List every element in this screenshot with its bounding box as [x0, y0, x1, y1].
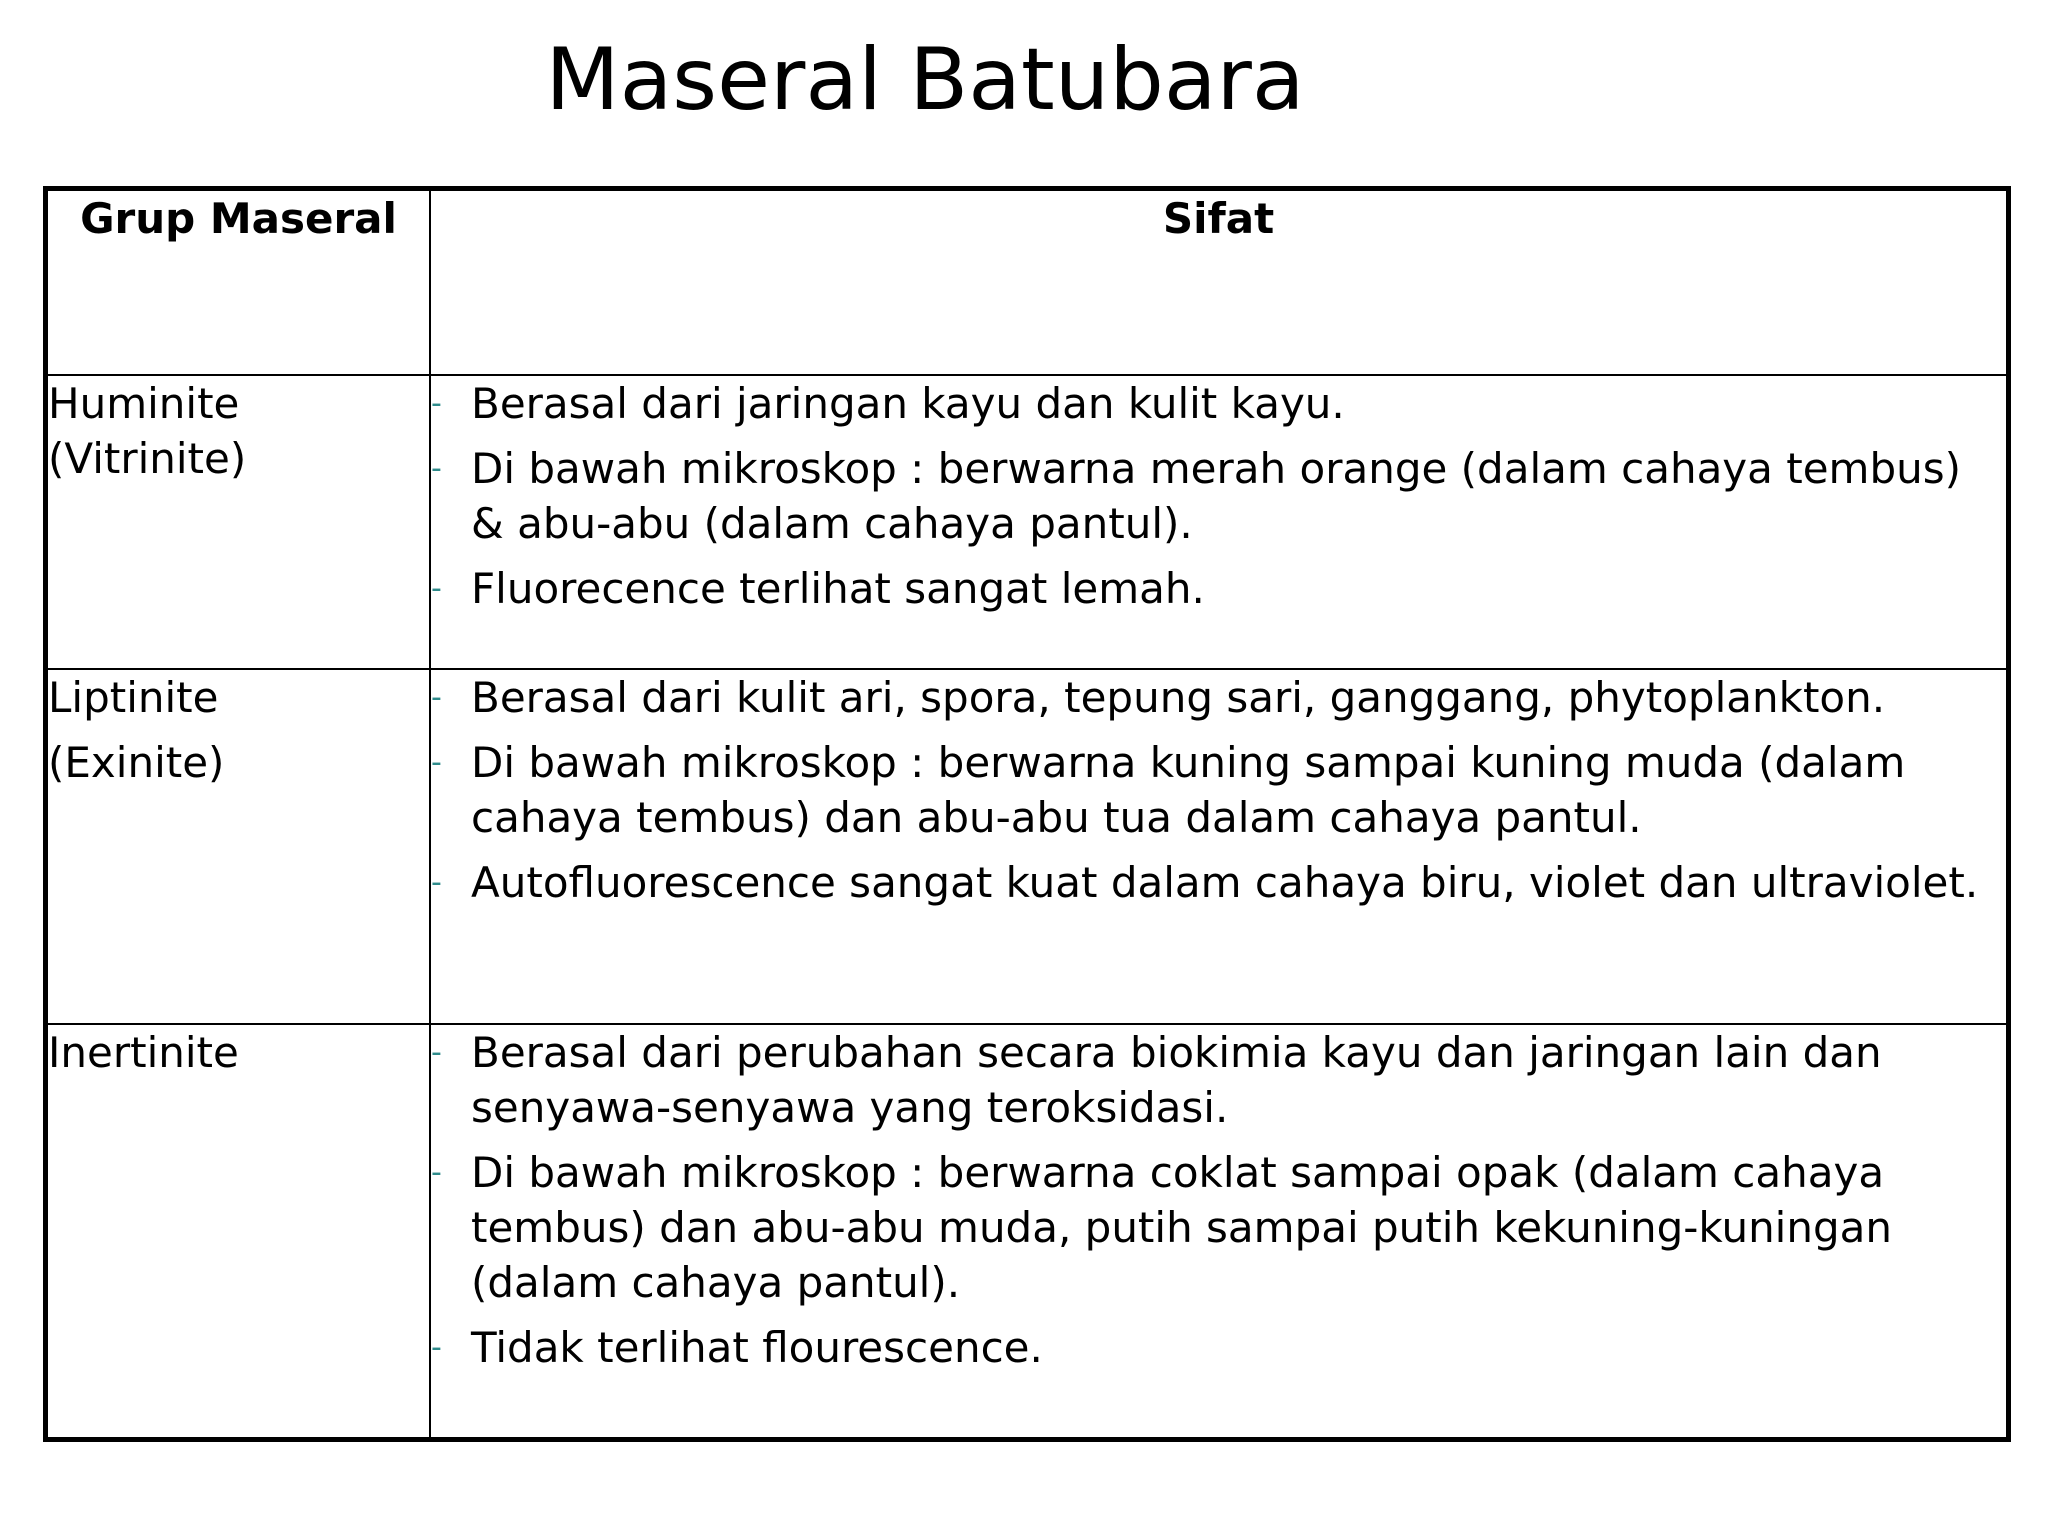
sifat-text: Di bawah mikroskop : berwarna kuning sampai kuning muda (dalam cahaya tembus) dan abu-abu tua dalam cahaya pantul.: [471, 738, 1906, 842]
page-title: Maseral Batubara: [545, 30, 1305, 130]
dash-bullet-icon: -: [431, 745, 442, 780]
sifat-text: Tidak terlihat flourescence.: [471, 1323, 1043, 1372]
table-row-inertinite: [48, 1024, 2006, 1437]
sifat-item: [431, 1145, 2006, 1310]
sifat-cell: [430, 1024, 2006, 1437]
maseral-table: [48, 191, 2006, 1437]
table-row-huminite: [48, 375, 2006, 669]
sifat-list: [431, 670, 2006, 910]
sifat-item: [431, 735, 2006, 845]
sifat-item: [431, 376, 2006, 431]
group-name: Liptinite: [48, 673, 219, 722]
sifat-text: Berasal dari kulit ari, spora, tepung sari, ganggang, phytoplankton.: [471, 673, 1886, 722]
sifat-text: Di bawah mikroskop : berwarna merah orange (dalam cahaya tembus) & abu-abu (dalam cahaya pantul).: [471, 444, 1962, 548]
dash-bullet-icon: -: [431, 865, 442, 900]
sifat-text: Berasal dari perubahan secara biokimia kayu dan jaringan lain dan senyawa-senyawa yang teroksidasi.: [471, 1028, 1882, 1132]
table-header-row: [48, 191, 2006, 375]
sifat-text: Autofluorescence sangat kuat dalam cahaya biru, violet dan ultraviolet.: [471, 858, 1979, 907]
sifat-text: Fluorecence terlihat sangat lemah.: [471, 564, 1205, 613]
sifat-cell: [430, 375, 2006, 669]
sifat-item: [431, 561, 2006, 616]
sifat-list: [431, 1025, 2006, 1375]
sifat-item: [431, 1320, 2006, 1375]
sifat-cell: [430, 669, 2006, 1024]
sifat-text: Di bawah mikroskop : berwarna coklat sampai opak (dalam cahaya tembus) dan abu-abu muda, putih sampai putih kekuning-kuningan (dalam cahaya pantul).: [471, 1148, 1892, 1307]
group-cell: [48, 375, 430, 669]
sifat-text: Berasal dari jaringan kayu dan kulit kayu.: [471, 379, 1345, 428]
sifat-item: [431, 670, 2006, 725]
table-row-liptinite: [48, 669, 2006, 1024]
group-cell: [48, 669, 430, 1024]
header-sifat: Sifat: [430, 191, 2006, 375]
maseral-table-frame: [43, 186, 2011, 1442]
group-alias: (Vitrinite): [48, 434, 247, 483]
sifat-list: [431, 376, 2006, 616]
sifat-item: [431, 855, 2006, 910]
header-grup-maseral: Grup Maseral: [48, 191, 430, 375]
group-name: Huminite: [48, 379, 240, 428]
dash-bullet-icon: -: [431, 680, 442, 715]
group-name: Inertinite: [48, 1028, 239, 1077]
group-alias: (Exinite): [48, 738, 225, 787]
group-cell: [48, 1024, 430, 1437]
dash-bullet-icon: -: [431, 1035, 442, 1070]
dash-bullet-icon: -: [431, 571, 442, 606]
sifat-item: [431, 441, 2006, 551]
sifat-item: [431, 1025, 2006, 1135]
dash-bullet-icon: -: [431, 386, 442, 421]
dash-bullet-icon: -: [431, 451, 442, 486]
dash-bullet-icon: -: [431, 1155, 442, 1190]
dash-bullet-icon: -: [431, 1330, 442, 1365]
